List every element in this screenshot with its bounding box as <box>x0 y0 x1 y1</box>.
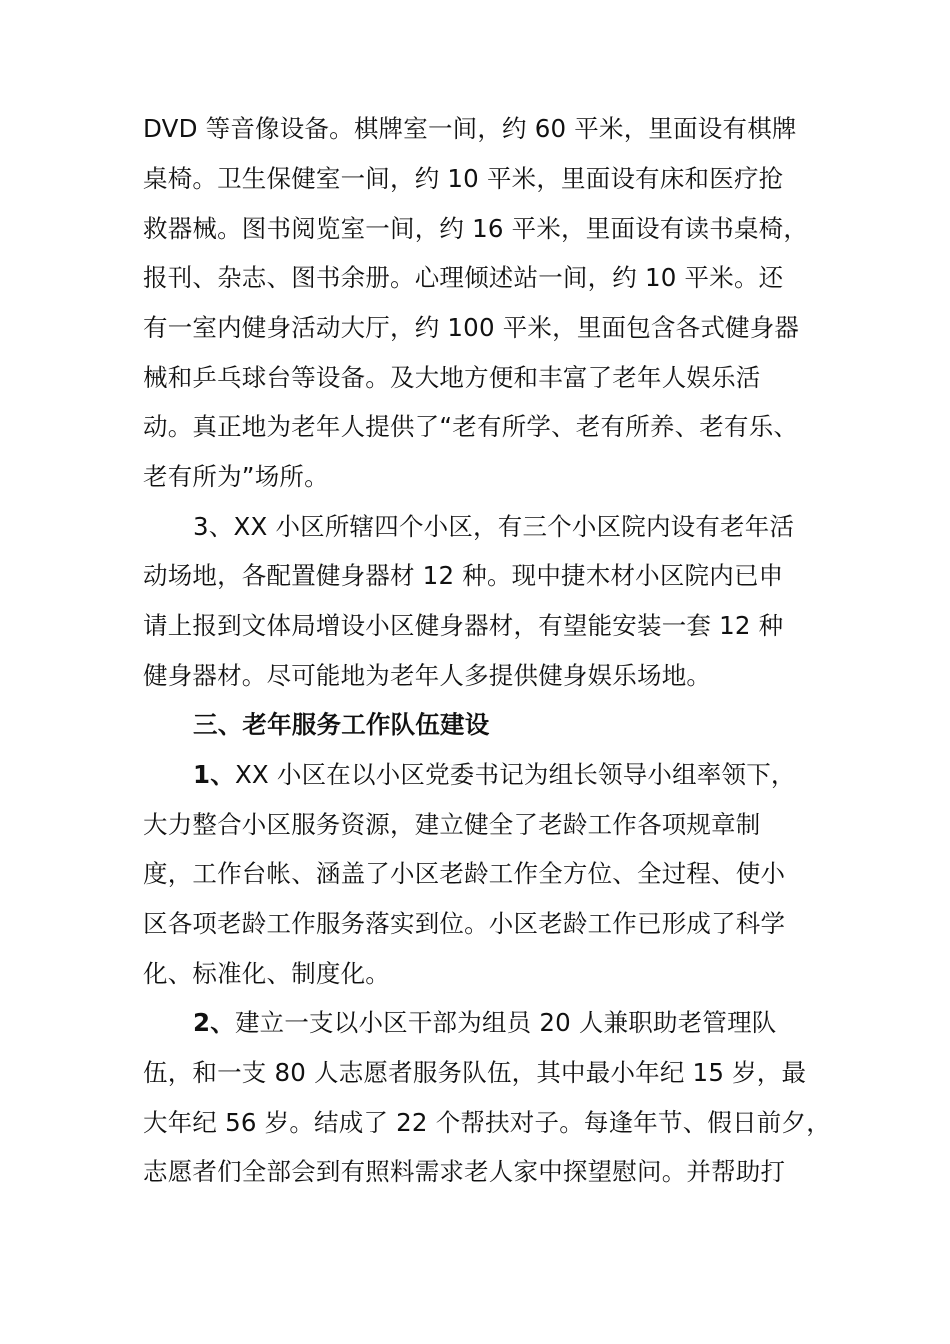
section-heading: 三、老年服务工作队伍建设 <box>193 710 490 739</box>
text-line: 志愿者们全部会到有照料需求老人家中探望慰问。并帮助打 <box>143 1157 786 1186</box>
text-line: 报刊、杂志、图书余册。心理倾述站一间，约 10 平米。还 <box>143 263 784 292</box>
text-line: 动场地，各配置健身器材 12 种。现中捷木材小区院内已申 <box>143 561 784 590</box>
text-line: 大年纪 56 岁。结成了 22 个帮扶对子。每逢年节、假日前夕， <box>143 1108 831 1137</box>
text-line: 度，工作台帐、涵盖了小区老龄工作全方位、全过程、使小 <box>143 859 786 888</box>
text-line: 有一室内健身活动大厅，约 100 平米，里面包含各式健身器 <box>143 313 800 342</box>
item-text: 建立一支以小区干部为组员 20 人兼职助老管理队 <box>234 1008 777 1037</box>
item-text: XX 小区在以小区党委书记为组长领导小组率领下， <box>234 760 796 789</box>
paragraph-first-line <box>193 755 796 795</box>
paragraph-first-line <box>193 1003 777 1043</box>
text-line: 请上报到文体局增设小区健身器材，有望能安装一套 12 种 <box>143 611 784 640</box>
paragraph-first-line: 3、XX 小区所辖四个小区，有三个小区院内设有老年活 <box>193 512 795 541</box>
text-line: 救器械。图书阅览室一间，约 16 平米，里面设有读书桌椅， <box>143 214 809 243</box>
text-line: 老有所为”场所。 <box>143 462 329 491</box>
item-number: 1、 <box>193 760 235 789</box>
text-line: 健身器材。尽可能地为老年人多提供健身娱乐场地。 <box>143 661 712 690</box>
text-line: 化、标准化、制度化。 <box>143 959 390 988</box>
text-line: 伍，和一支 80 人志愿者服务队伍，其中最小年纪 15 岁，最 <box>143 1058 807 1087</box>
text-line: 桌椅。卫生保健室一间，约 10 平米，里面设有床和医疗抢 <box>143 164 784 193</box>
text-line: 区各项老龄工作服务落实到位。小区老龄工作已形成了科学 <box>143 909 786 938</box>
text-line: 大力整合小区服务资源，建立健全了老龄工作各项规章制 <box>143 810 761 839</box>
item-number: 2、 <box>193 1008 235 1037</box>
text-line: 械和乒乓球台等设备。及大地方便和丰富了老年人娱乐活 <box>143 363 761 392</box>
text-line: 动。真正地为老年人提供了“老有所学、老有所养、老有乐、 <box>143 412 799 441</box>
text-line: DVD 等音像设备。棋牌室一间，约 60 平米，里面设有棋牌 <box>143 114 797 143</box>
